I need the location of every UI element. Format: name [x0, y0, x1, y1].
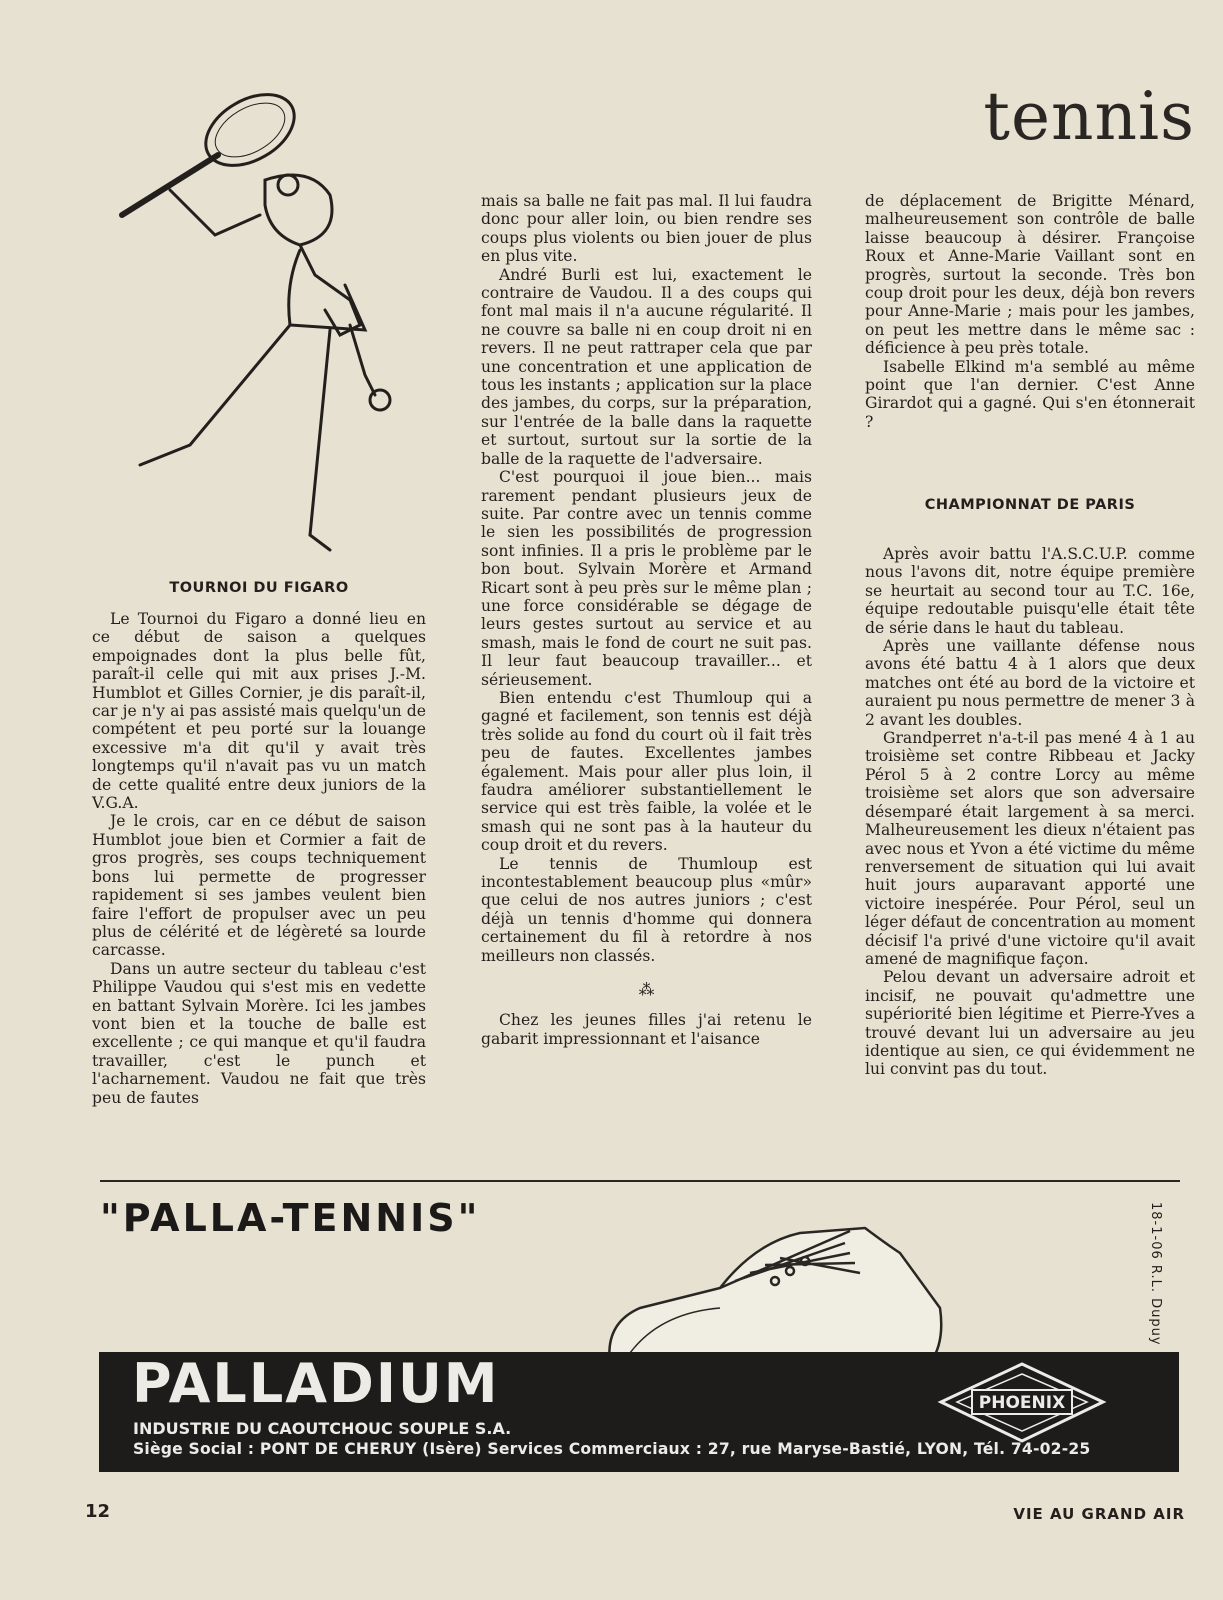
advert-banner: [99, 1352, 1179, 1472]
subhead-tournoi: TOURNOI DU FIGARO: [169, 580, 349, 596]
column-3-bottom: [865, 545, 1195, 1079]
paragraph: Grandperret n'a-t-il pas mené 4 à 1 au troisième set contre Ribbeau et Jacky Pérol 5 à 2 contre Lorcy au même troisième set alors que son adversaire désemparé était largement à sa merci. Malheureusement les dieux n'étaient pas avec nous et Yvon a été victime du même renversement de situation qui lui avait huit jours auparavant apporté une victoire inespérée. Pour Pérol, seul un léger défaut de concentration au moment décisif l'a privé d'une victoire qu'il avait amené de magnifique façon.: [865, 729, 1195, 968]
column-1: [92, 610, 426, 1107]
paragraph: Après avoir battu l'A.S.C.U.P. comme nous l'avons dit, notre équipe première se heurtait au second tour au T.C. 16e, équipe redoutable puisqu'elle était tête de série dans le haut du tableau.: [865, 545, 1195, 637]
paragraph: Chez les jeunes filles j'ai retenu le gabarit impressionnant et l'aisance: [481, 1011, 812, 1048]
brand-name: PALLADIUM: [132, 1352, 500, 1415]
paragraph: Dans un autre secteur du tableau c'est Philippe Vaudou qui s'est mis en vedette en battant Sylvain Morère. Ici les jambes vont bien et la touche de balle est excellente ; ce qui manque et qu'il faudra travailler, c'est le punch et l'acharnement. Vaudou ne fait que très peu de fautes: [92, 959, 426, 1107]
paragraph: C'est pourquoi il joue bien... mais rarement pendant plusieurs jeux de suite. Par contre avec un tennis comme le sien les possibilités de progression sont infinies. Il a pris le problème par le bon bout. Sylvain Morère et Armand Ricart sont à peu près sur le même plan ; une force considérable se dégage de leurs gestes surtout au service et au smash, mais le fond de court ne suit pas. Il leur faut beaucoup travailler... et sérieusement.: [481, 468, 812, 689]
ornament: ⁂: [638, 981, 655, 1000]
section-title: tennis: [983, 78, 1195, 155]
illustrator-credit: 18-1-06 R.L. Dupuy: [1148, 1202, 1163, 1346]
tennis-player-illustration: [100, 85, 420, 575]
advert-divider: [100, 1180, 1180, 1182]
column-2: [481, 192, 812, 1048]
column-3: [865, 192, 1195, 431]
badge-label: PHOENIX: [978, 1393, 1066, 1413]
paragraph: mais sa balle ne fait pas mal. Il lui faudra donc pour aller loin, ou bien rendre ses coups plus violents ou bien jouer de plus en plus vite.: [481, 192, 812, 266]
paragraph: Bien entendu c'est Thumloup qui a gagné et facilement, son tennis est déjà très solide au fond du court où il fait très peu de fautes. Excellentes jambes également. Mais pour aller plus loin, il faudra améliorer substantiellement le service qui est très faible, la volée et le smash qui ne sont pas à la hauteur du coup droit et du revers.: [481, 688, 812, 855]
paragraph: Isabelle Elkind m'a semblé au même point que l'an dernier. C'est Anne Girardot qui a gagné. Qui s'en étonnerait ?: [865, 357, 1195, 431]
paragraph: Je le crois, car en ce début de saison Humblot joue bien et Cormier a fait de gros progrès, ses coups techniquement bons lui permette de progresser rapidement si ses jambes veulent bien faire l'effort de propulser avec un peu plus de célérité et de légèreté sa lourde carcasse.: [92, 812, 426, 960]
company-name: INDUSTRIE DU CAOUTCHOUC SOUPLE S.A.: [133, 1419, 512, 1438]
paragraph: Le Tournoi du Figaro a donné lieu en ce début de saison a quelques empoignades dont la plus belle fût, paraît-il celle qui mit aux prises J.-M. Humblot et Gilles Cornier, je dis paraît-il, car je n'y ai pas assisté mais quelqu'un de compétent et peu porté sur la louange excessive m'a dit qu'il y avait très longtemps qu'il n'avait pas vu un match de cette qualité entre deux juniors de la V.G.A.: [92, 610, 426, 813]
advert-slogan: "PALLA-TENNIS": [100, 1196, 481, 1240]
paragraph: Après une vaillante défense nous avons été battu 4 à 1 alors que deux matches ont été au bord de la victoire et auraient pu nous permettre de mener 3 à 2 avant les doubles.: [865, 637, 1195, 729]
paragraph: Le tennis de Thumloup est incontestablement beaucoup plus «mûr» que celui de nos autres juniors ; c'est déjà un tennis d'homme qui donnera certainement du fil à retordre à nos meilleurs non classés.: [481, 854, 812, 965]
paragraph: Pelou devant un adversaire adroit et incisif, ne pouvait qu'admettre une supériorité bien légitime et Pierre-Yves a trouvé devant lui un adversaire au jeu identique au sien, ce qui évidemment ne lui convint pas du tout.: [865, 968, 1195, 1079]
paragraph: de déplacement de Brigitte Ménard, malheureusement son contrôle de balle laisse beaucoup à désirer. Françoise Roux et Anne-Marie Vaillant sont en progrès, surtout la seconde. Très bon coup droit pour les deux, déjà bon revers pour Anne-Marie ; mais pour les jambes, on peut les mettre dans le même sac : déficience à peu près totale.: [865, 192, 1195, 358]
magazine-name: VIE AU GRAND AIR: [1013, 1505, 1185, 1523]
paragraph: André Burli est lui, exactement le contraire de Vaudou. Il a des coups qui font mal mais il n'a aucune régularité. Il ne couvre sa balle ni en coup droit ni en revers. Il ne peut rattraper cela que par une concentration et une application de tous les instants ; application sur la place des jambes, du corps, sur la préparation, sur l'entrée de la balle dans la raquette et surtout, surtout sur la sortie de la balle de la raquette de l'adversaire.: [481, 265, 812, 468]
phoenix-logo: [937, 1360, 1107, 1445]
page-number: 12: [85, 1501, 111, 1522]
company-address: Siège Social : PONT DE CHERUY (Isère) Services Commerciaux : 27, rue Maryse-Bastié, LYON, Tél. 74-02-25: [133, 1440, 1091, 1458]
subhead-championnat: CHAMPIONNAT DE PARIS: [924, 497, 1136, 513]
